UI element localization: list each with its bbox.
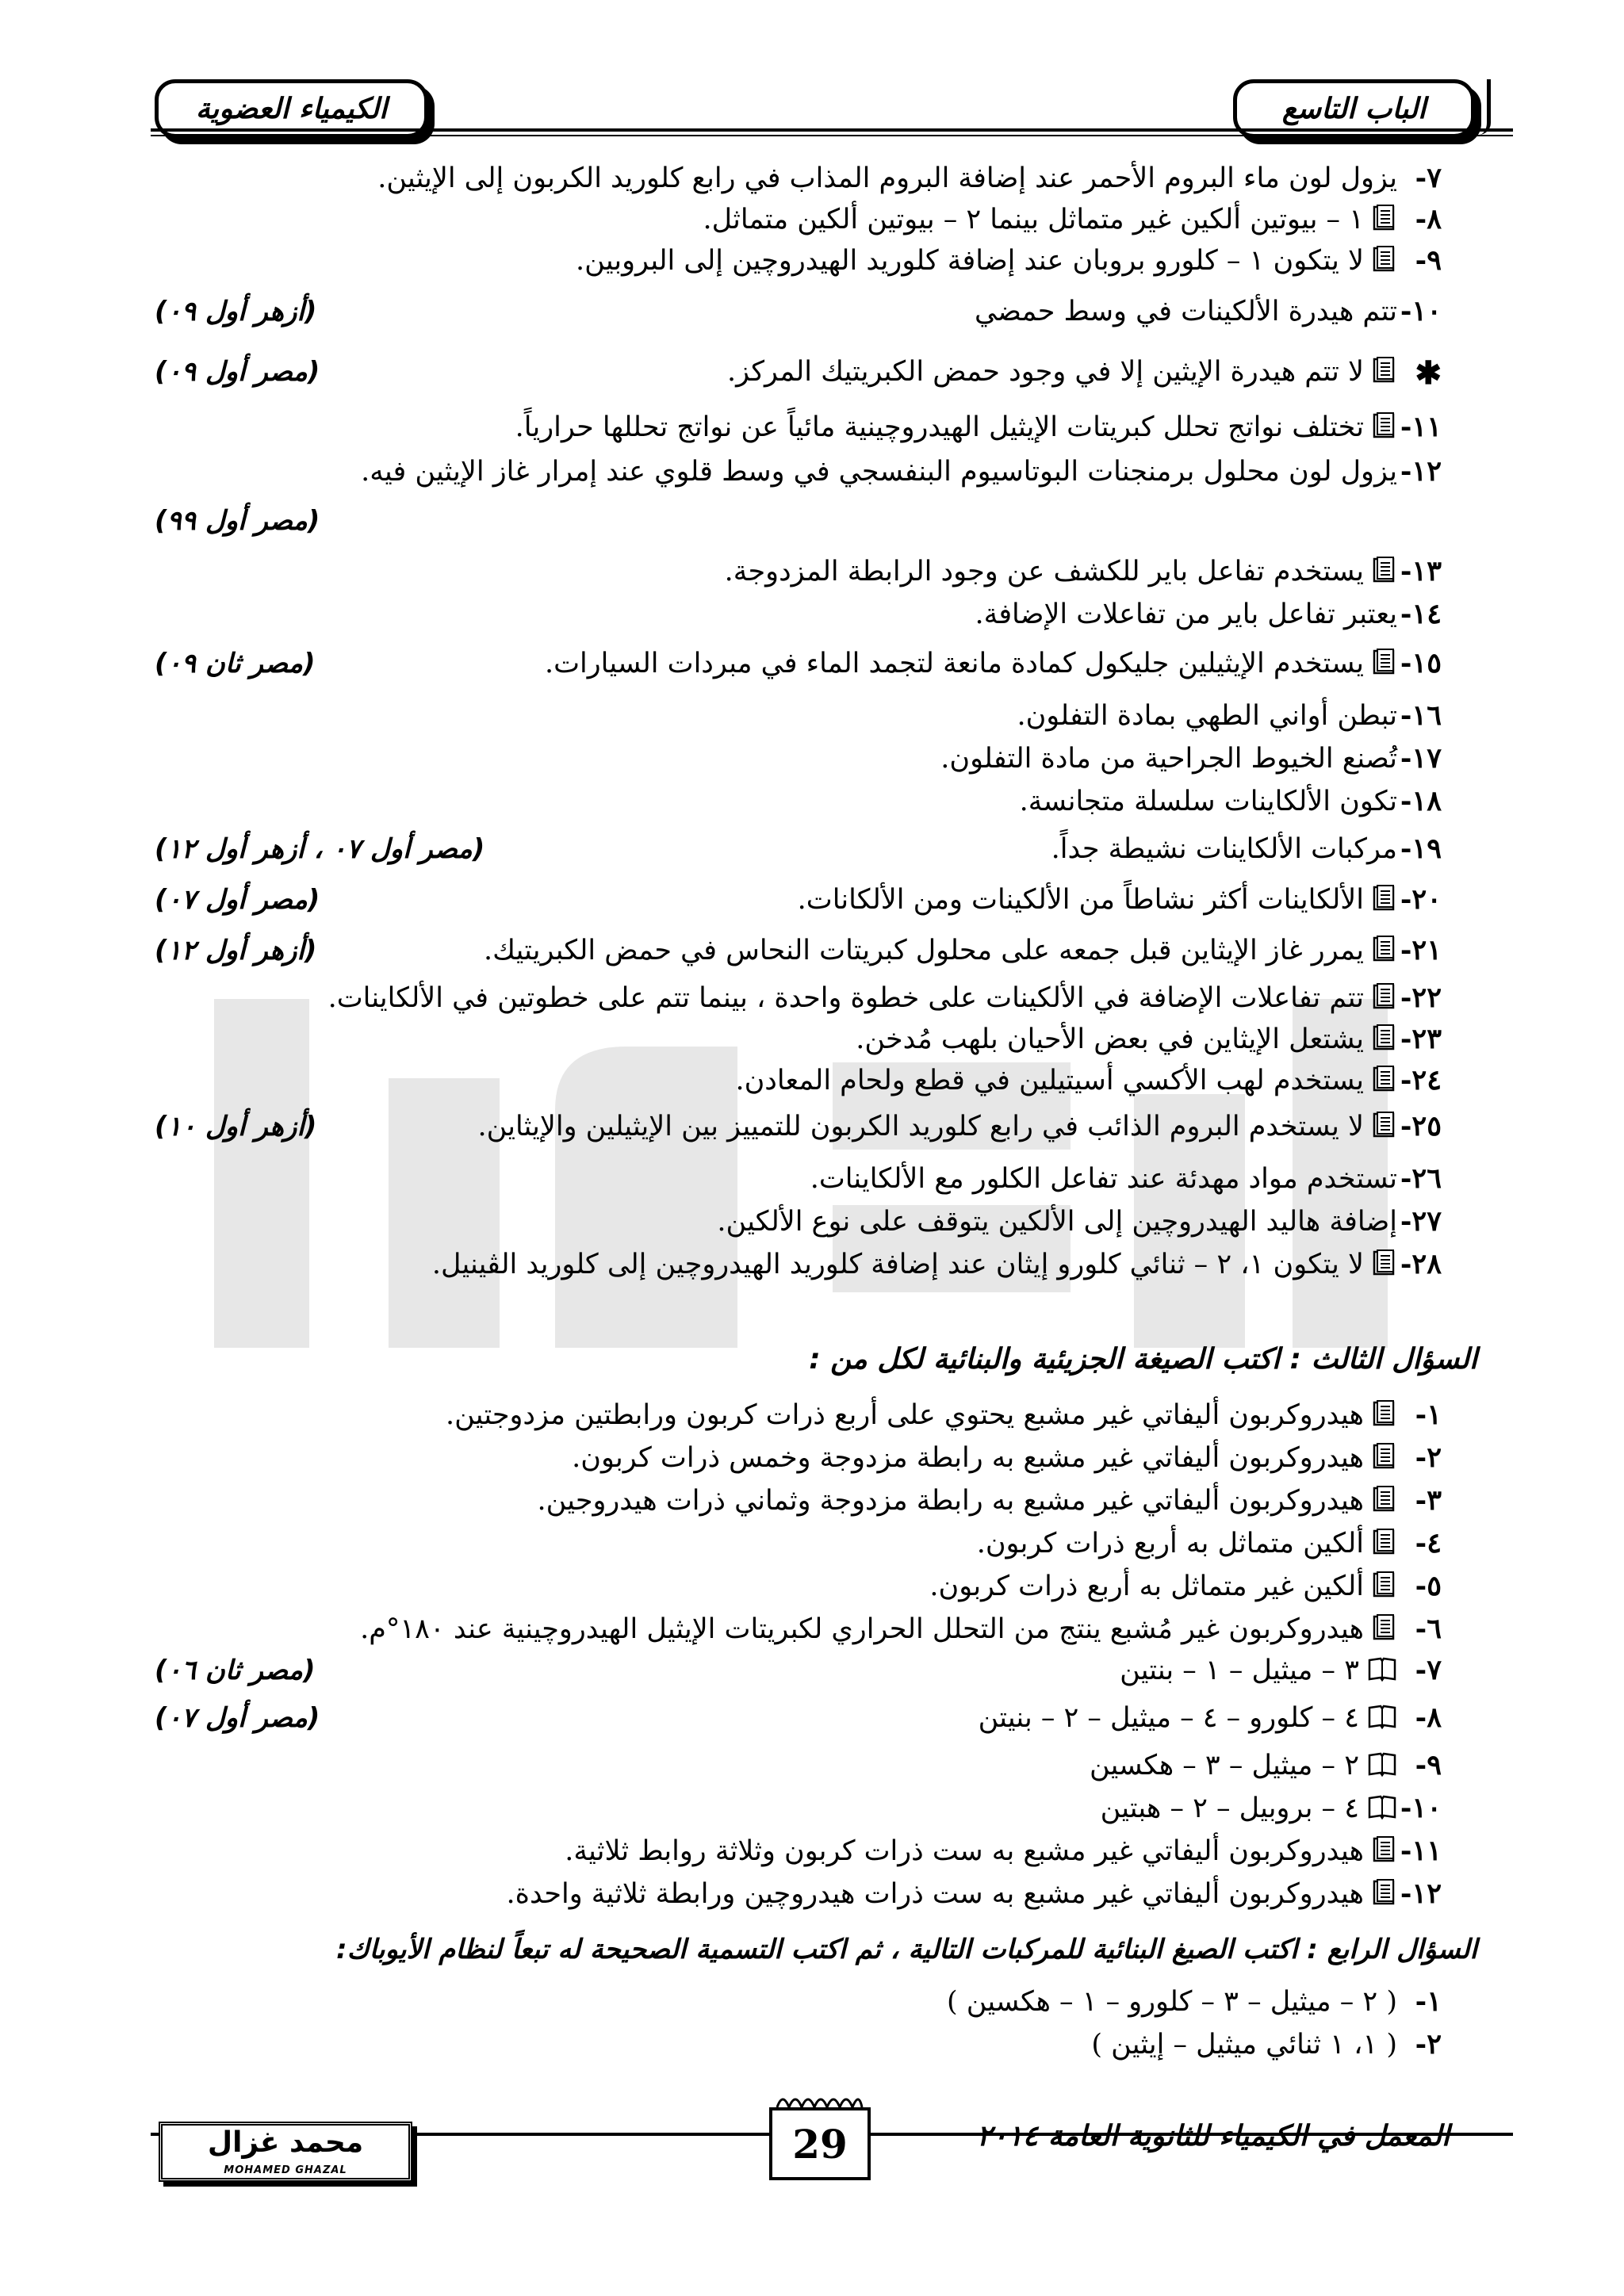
note-icon	[1372, 1835, 1397, 1862]
list-item	[545, 644, 1442, 683]
note-icon	[1372, 355, 1397, 382]
item-text: ( ١، ١ ثنائي ميثيل – إيثين )	[1091, 2029, 1397, 2061]
footer-title: المعمل في الكيمياء للثانوية العامة ٢٠١٤	[976, 2120, 1450, 2152]
source-note: (مصر أول ٠٧)	[155, 1702, 320, 1734]
list-item	[727, 352, 1442, 392]
item-text: ٤ – كلورو – ٤ – ميثيل – ٢ – بنيتن	[978, 1702, 1359, 1734]
note-icon	[1372, 647, 1397, 674]
item-text: تكون الألكاينات سلسلة متجانسة.	[1019, 786, 1397, 817]
list-item	[798, 880, 1442, 920]
source-note: (أزهر أول ١٠)	[155, 1111, 317, 1142]
item-number: ٢-	[1415, 1441, 1442, 1474]
item-text: يستخدم لهب الأكسي أسيتيلين في قطع ولحام المعادن.	[735, 1065, 1364, 1096]
item-number: ٧-	[1415, 1654, 1442, 1686]
subject-title: الكيمياء العضوية	[195, 92, 388, 125]
list-item	[576, 241, 1442, 281]
item-text: إضافة هاليد الهيدروچين إلى الألكين يتوقف على نوع الألكين.	[717, 1206, 1397, 1238]
list-item	[947, 1982, 1442, 2022]
item-text: ألكين غير متماثل به أربع ذرات كربون.	[929, 1571, 1364, 1602]
item-number: ٢٤-	[1400, 1064, 1442, 1096]
item-number: ١٠-	[1400, 295, 1442, 327]
item-text: ( ٢ – ميثيل – ٣ – كلورو – ١ – هكسين )	[946, 1986, 1397, 2018]
item-number: ٢٧-	[1400, 1205, 1442, 1238]
list-item	[717, 1202, 1442, 1242]
list-item	[446, 1395, 1442, 1435]
item-number: ٢٨-	[1400, 1248, 1442, 1280]
note-icon	[1372, 555, 1397, 582]
list-item	[507, 1874, 1442, 1914]
list-item	[328, 978, 1442, 1018]
list-item	[484, 931, 1442, 970]
item-number: ١٣-	[1400, 555, 1442, 587]
item-text: يزول لون محلول برمنجنات البوتاسيوم البنفسجي في وسط قلوي عند إمرار غاز الإيثين فيه.	[361, 456, 1397, 488]
list-item	[703, 200, 1442, 239]
note-icon	[1372, 1570, 1397, 1597]
list-item	[1101, 1789, 1442, 1828]
item-number: ٨-	[1415, 1701, 1442, 1734]
item-text: الألكاينات أكثر نشاطاً من الألكينات ومن الألكانات.	[797, 884, 1364, 916]
list-item	[856, 1020, 1442, 1059]
list-item	[929, 1567, 1442, 1606]
question-3-heading: السؤال الثالث : اكتب الصيغة الجزيئية والبنائية لكل من :	[809, 1343, 1477, 1376]
item-text: يزول لون ماء البروم الأحمر عند إضافة البروم المذاب في رابع كلوريد الكربون إلى الإيثين.	[377, 163, 1397, 194]
note-icon	[1372, 203, 1397, 230]
book-icon	[1367, 1749, 1397, 1776]
item-number: ٢٣-	[1400, 1023, 1442, 1055]
item-text: هيدروكربون أليفاتي غير مشبع به رابطة مزدوجة وثماني ذرات هيدروجين.	[537, 1485, 1364, 1517]
book-icon	[1367, 1654, 1397, 1681]
list-item	[477, 1107, 1442, 1146]
book-icon	[1367, 1792, 1397, 1819]
note-icon	[1372, 934, 1397, 961]
item-number: ١-	[1415, 1399, 1442, 1431]
item-text: ٤ – بروبيل – ٢ – هبتين	[1100, 1793, 1359, 1824]
item-text: ٢ – ميثيل – ٣ – هكسين	[1089, 1750, 1359, 1781]
item-text: لا يتكون ١، ٢ – ثنائي كلورو إيثان عند إضافة كلوريد الهيدروچين إلى كلوريد الڤينيل.	[431, 1249, 1364, 1280]
page-number	[769, 2107, 871, 2180]
item-text: تتم تفاعلات الإضافة في الألكينات على خطوة واحدة ، بينما تتم على خطوتين في الألكاينات.	[327, 982, 1364, 1014]
item-text: يستخدم تفاعل باير للكشف عن وجود الرابطة المزدوجة.	[724, 556, 1364, 587]
list-item	[940, 739, 1442, 779]
source-note: (مصر أول ٩٩)	[155, 505, 320, 537]
note-icon	[1372, 1484, 1397, 1511]
source-note: (مصر أول ٠٧ ، أزهر أول ١٢)	[155, 833, 485, 865]
list-item	[515, 408, 1442, 447]
list-item	[975, 292, 1442, 331]
item-number: ٩-	[1415, 244, 1442, 277]
item-number: ٤-	[1415, 1527, 1442, 1559]
item-text: تختلف نواتج تحلل كبريتات الإيثيل الهيدروچينية مائياً عن نواتج تحللها حرارياً.	[515, 411, 1364, 443]
item-text: ألكين متماثل به أربع ذرات كربون.	[976, 1528, 1364, 1559]
list-item	[975, 595, 1442, 634]
source-note: (مصر ثان ٠٩)	[155, 648, 316, 679]
list-item	[1017, 696, 1442, 736]
item-number: ١٤-	[1400, 598, 1442, 630]
source-note: (مصر ثان ٠٦)	[155, 1655, 316, 1686]
item-number: ١٨-	[1400, 785, 1442, 817]
header-rule-thin	[151, 135, 1513, 136]
list-item	[572, 1438, 1442, 1478]
author-logo	[159, 2122, 412, 2182]
item-text: لا تتم هيدرة الإيثين إلا في وجود حمض الكبريتيك المركز.	[726, 356, 1364, 388]
item-text: تبطن أواني الطهي بمادة التفلون.	[1017, 700, 1397, 732]
source-note: (مصر أول ٠٩)	[155, 356, 320, 388]
header-corner	[1479, 79, 1491, 135]
item-text: هيدروكربون أليفاتي غير مشبع به رابطة مزدوجة وخمس ذرات كربون.	[572, 1442, 1364, 1474]
list-item	[361, 452, 1442, 492]
item-text: يمرر غاز الإيثاين قبل جمعه على محلول كبريتات النحاس في حمض الكبريتيك.	[484, 935, 1364, 966]
item-text: يستخدم الإيثيلين جليكول كمادة مانعة لتجمد الماء في مبردات السيارات.	[544, 648, 1364, 679]
item-number: ٣-	[1415, 1484, 1442, 1517]
page-number-text: 29	[792, 2120, 848, 2168]
item-text: هيدروكربون أليفاتي غير مشبع يحتوي على أربع ذرات كربون ورابطتين مزدوجتين.	[445, 1399, 1364, 1431]
star-icon: ✱	[1415, 354, 1442, 392]
item-number: ١١-	[1400, 1835, 1442, 1867]
question-4-heading: السؤال الرابع : اكتب الصيغ البنائية للمركبات التالية ، ثم اكتب التسمية الصحيحة له تبعاً لنظام الأيوباك:	[336, 1934, 1477, 1965]
note-icon	[1372, 1613, 1397, 1640]
source-note: (أزهر أول ٠٩)	[155, 296, 317, 327]
item-text: تُصنع الخيوط الجراحية من مادة التفلون.	[940, 743, 1397, 775]
item-text: تستخدم مواد مهدئة عند تفاعل الكلور مع الألكاينات.	[810, 1163, 1397, 1195]
list-item	[725, 552, 1442, 591]
list-item	[979, 1698, 1442, 1738]
item-number: ٢-	[1415, 2028, 1442, 2061]
item-number: ٢٠-	[1400, 883, 1442, 916]
list-item	[1090, 1746, 1442, 1785]
logo-arabic: محمد غزال	[207, 2126, 364, 2159]
logo-english: MOHAMED GHAZAL	[224, 2164, 347, 2176]
chapter-title: الباب التاسع	[1281, 92, 1427, 125]
list-item	[360, 1609, 1442, 1649]
item-text: هيدروكربون أليفاتي غير مشبع به ست ذرات هيدروچين ورابطة ثلاثية واحدة.	[506, 1878, 1364, 1910]
note-icon	[1372, 1527, 1397, 1554]
note-icon	[1372, 1248, 1397, 1275]
item-number: ١٦-	[1400, 699, 1442, 732]
item-number: ١٢-	[1400, 455, 1442, 488]
item-number: ٧-	[1415, 162, 1442, 194]
item-number: ٨-	[1415, 203, 1442, 235]
item-text: هيدروكربون غير مُشبع ينتج من التحلل الحراري لكبريتات الإيثيل الهيدروچينية عند ١٨٠°م.	[360, 1613, 1364, 1645]
list-item	[1091, 2025, 1442, 2064]
item-text: يعتبر تفاعل باير من تفاعلات الإضافة.	[975, 599, 1397, 630]
page-ornament	[773, 2091, 864, 2109]
item-number: ٥-	[1415, 1570, 1442, 1602]
note-icon	[1372, 1399, 1397, 1425]
note-icon	[1372, 1110, 1397, 1137]
item-number: ١-	[1415, 1985, 1442, 2018]
note-icon	[1372, 982, 1397, 1008]
list-item	[1020, 782, 1442, 821]
list-item	[810, 1159, 1442, 1199]
item-text: ٣ – ميثيل – ١ – بنتين	[1120, 1655, 1359, 1686]
item-number: ٢١-	[1400, 934, 1442, 966]
list-item	[565, 1831, 1442, 1871]
list-item	[1120, 1651, 1442, 1690]
item-number: ١٧-	[1400, 742, 1442, 775]
item-number: ١١-	[1400, 411, 1442, 443]
item-number: ١٢-	[1400, 1877, 1442, 1910]
list-item	[377, 159, 1442, 198]
item-number: ٢٢-	[1400, 982, 1442, 1014]
item-text: لا يستخدم البروم الذائب في رابع كلوريد الكربون للتمييز بين الإيثيلين والإيثاين.	[477, 1111, 1364, 1142]
item-number: ١٩-	[1400, 832, 1442, 865]
list-item	[977, 1524, 1442, 1563]
note-icon	[1372, 411, 1397, 438]
item-text: ١ – بيوتين ألكين غير متماثل بينما ٢ – بيوتين ألكين متماثل.	[703, 204, 1364, 235]
source-note: (أزهر أول ١٢)	[155, 935, 317, 966]
item-number: ٢٦-	[1400, 1162, 1442, 1195]
list-item	[735, 1061, 1442, 1100]
note-icon	[1372, 1441, 1397, 1468]
item-number: ٢٥-	[1400, 1110, 1442, 1142]
note-icon	[1372, 1064, 1397, 1091]
item-text: لا يتكون ١ – كلورو بروبان عند إضافة كلوريد الهيدروچين إلى البروبين.	[576, 245, 1364, 277]
note-icon	[1372, 883, 1397, 910]
item-text: هيدروكربون أليفاتي غير مشبع به ست ذرات كربون وثلاثة روابط ثلاثية.	[565, 1835, 1364, 1867]
item-number: ٦-	[1415, 1613, 1442, 1645]
header-rule	[151, 128, 1513, 132]
item-number: ١٥-	[1400, 647, 1442, 679]
list-item	[1051, 829, 1442, 869]
item-text: يشتعل الإيثاين في بعض الأحيان بلهب مُدخن.	[856, 1024, 1364, 1055]
item-text: مركبات الألكاينات نشيطة جداً.	[1051, 833, 1397, 865]
note-icon	[1372, 244, 1397, 271]
list-item	[538, 1481, 1442, 1521]
list-item	[432, 1245, 1442, 1284]
book-icon	[1367, 1701, 1397, 1728]
source-note: (مصر أول ٠٧)	[155, 884, 320, 916]
item-number: ٩-	[1415, 1749, 1442, 1781]
note-icon	[1372, 1877, 1397, 1904]
note-icon	[1372, 1023, 1397, 1050]
item-text: تتم هيدرة الألكينات في وسط حمضي	[974, 296, 1397, 327]
item-number: ١٠-	[1400, 1792, 1442, 1824]
